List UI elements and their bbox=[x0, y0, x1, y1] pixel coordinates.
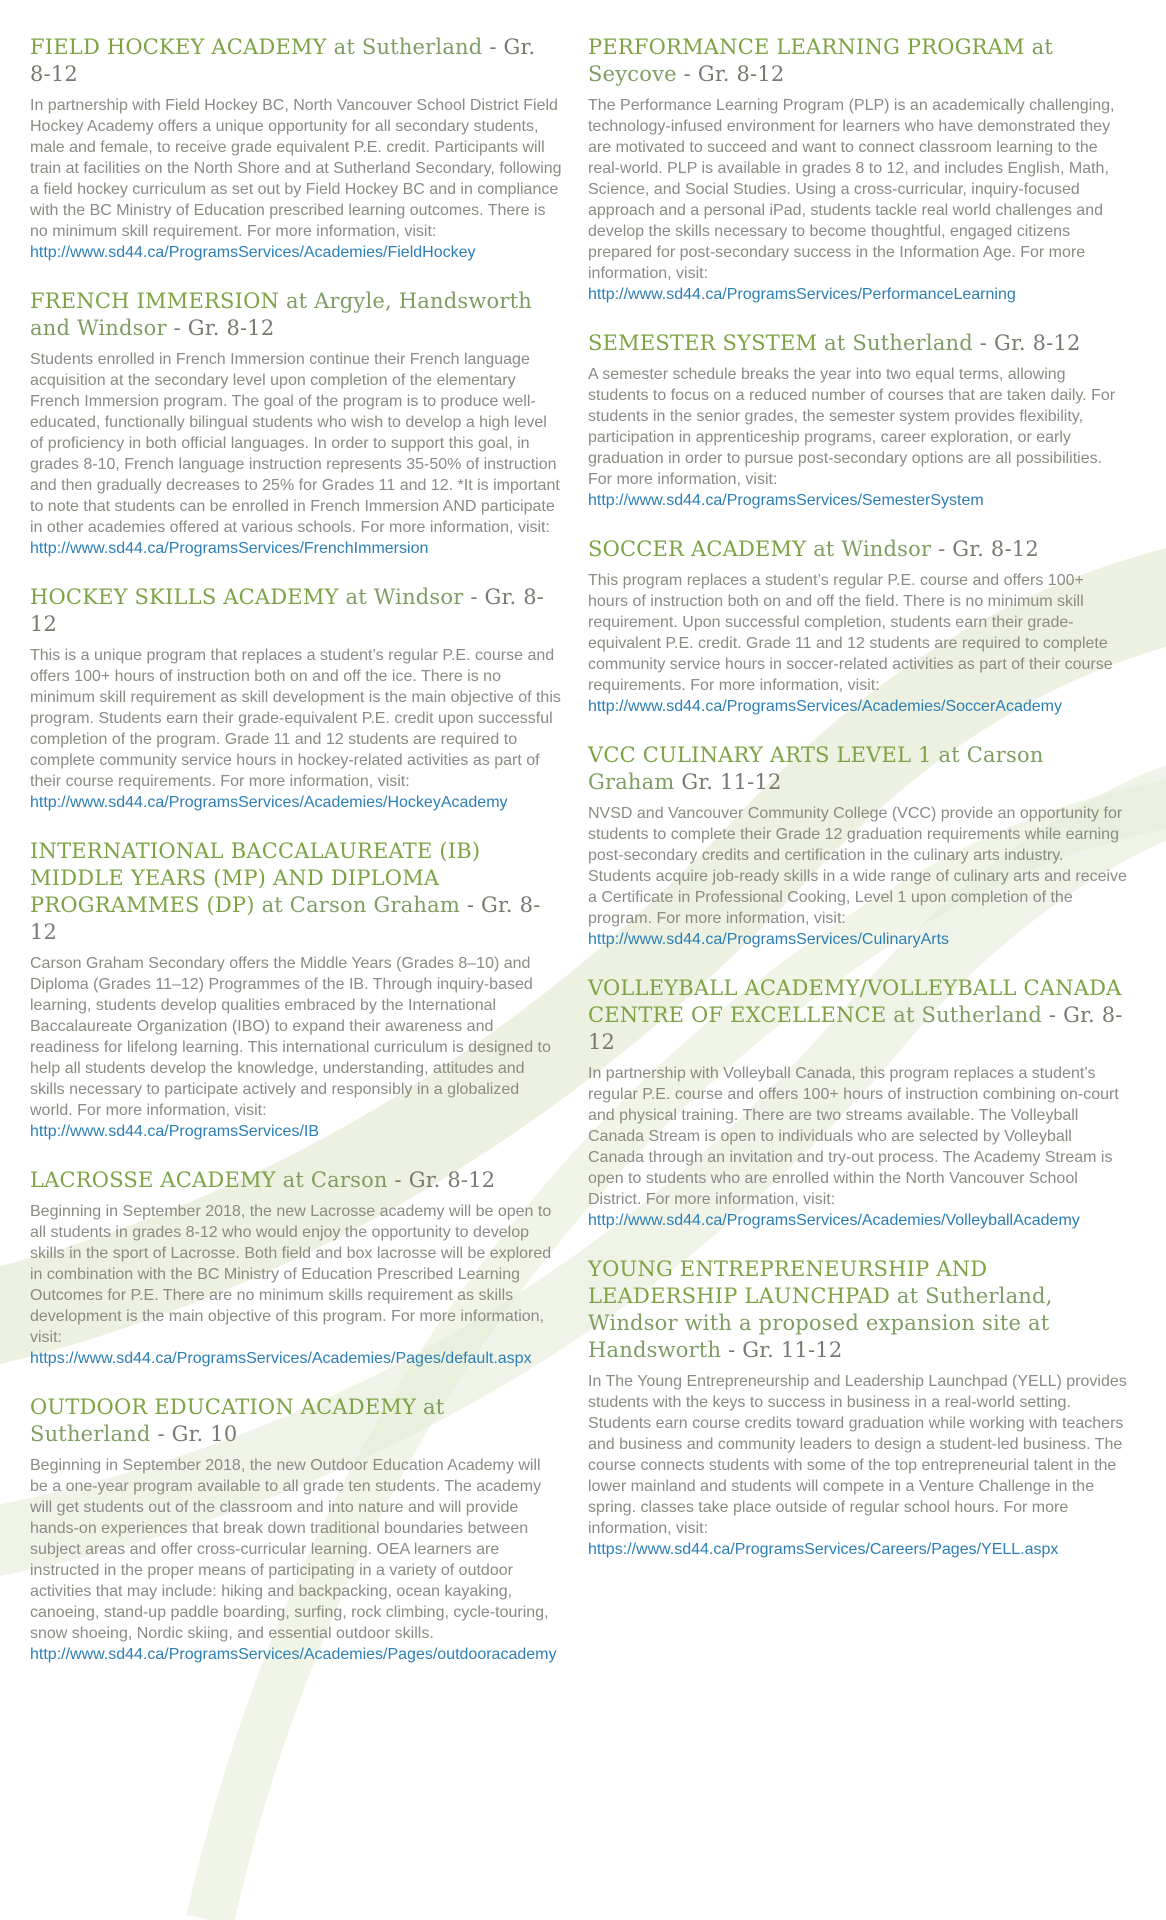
program-description bbox=[588, 95, 1128, 305]
program-title: VCC CULINARY ARTS LEVEL 1 bbox=[588, 743, 932, 767]
program-body-text: The Performance Learning Program (PLP) is an academically challenging, technology-infused environment for learners who have demonstrated they are motivated to succeed and want to connect classroom learning to the real-world. PLP is available in grades 8 to 12, and includes English, Math, Science, and Social Studies. Using a cross-curricular, inquiry-focused approach and a personal iPad, students tackle real world challenges and develop the skills necessary to become thoughtful, engaged citizens prepared for post-secondary success in the Information Age. For more information, visit: bbox=[588, 97, 1115, 282]
program-description bbox=[30, 95, 562, 263]
program-location: at Carson Graham bbox=[261, 893, 460, 917]
program-grade: - Gr. 8-12 bbox=[938, 537, 1039, 561]
program-link[interactable]: http://www.sd44.ca/ProgramsServices/Academies/SoccerAcademy bbox=[588, 698, 1062, 715]
program-body-text: Beginning in September 2018, the new Outdoor Education Academy will be a one-year program available to all grade ten students. The academy will get students out of the classroom and into nature and will provide hands-on experiences that break down traditional boundaries between subject areas and offer cross-curricular learning. OEA learners are instructed in the proper means of participating in a variety of outdoor activities that may include: hiking and backpacking, ocean kayaking, canoeing, stand-up paddle boarding, surfing, rock climbing, cycle-touring, snow shoeing, Nordic skiing, and essential outdoor skills. bbox=[30, 1457, 549, 1642]
program-description bbox=[588, 1063, 1128, 1231]
program-section bbox=[588, 34, 1128, 305]
program-heading bbox=[30, 1167, 562, 1194]
program-link[interactable]: http://www.sd44.ca/ProgramsServices/IB bbox=[30, 1123, 319, 1140]
program-title: YOUNG ENTREPRENEURSHIP AND LEADERSHIP LAUNCHPAD bbox=[588, 1257, 988, 1308]
right-column bbox=[588, 34, 1128, 1690]
program-grade: - Gr. 8-12 bbox=[588, 1003, 1123, 1054]
program-link[interactable]: http://www.sd44.ca/ProgramsServices/SemesterSystem bbox=[588, 492, 984, 509]
program-body-text: This is a unique program that replaces a student’s regular P.E. course and offers 100+ hours of instruction both on and off the ice. There is no minimum skill requirement as skill development is the main objective of this program. Students earn their grade-equivalent P.E. credit upon successful completion of the program. Grade 11 and 12 students are required to complete community service hours in hockey-related activities as part of their course requirements. For more information, visit: bbox=[30, 647, 561, 790]
program-heading bbox=[30, 838, 562, 946]
program-title: SOCCER ACADEMY bbox=[588, 537, 807, 561]
program-title: VOLLEYBALL ACADEMY/VOLLEYBALL CANADA CENTRE OF EXCELLENCE bbox=[588, 976, 1122, 1027]
program-location: at Carson bbox=[282, 1168, 388, 1192]
program-grade: - Gr. 8-12 bbox=[30, 893, 541, 944]
program-heading bbox=[588, 975, 1128, 1056]
program-section bbox=[30, 34, 562, 263]
program-grade: - Gr. 8-12 bbox=[979, 331, 1081, 355]
program-section bbox=[30, 1167, 562, 1369]
program-location: at Sutherland bbox=[30, 1395, 445, 1446]
program-section bbox=[588, 330, 1128, 511]
program-description bbox=[30, 645, 562, 813]
program-body-text: Beginning in September 2018, the new Lacrosse academy will be open to all students in grades 8-12 who would enjoy the opportunity to develop skills in the sport of Lacrosse. Both field and box lacrosse will be explored in combination with the BC Ministry of Education Prescribed Learning Outcomes for P.E. There are no minimum skills requirement as skills development is the main objective of this program. For more information, visit: bbox=[30, 1203, 552, 1346]
program-location: at Sutherland bbox=[333, 35, 483, 59]
program-grade: - Gr. 11-12 bbox=[728, 1338, 843, 1362]
program-section bbox=[588, 975, 1128, 1231]
program-section bbox=[30, 584, 562, 813]
program-description bbox=[30, 953, 562, 1142]
program-grade: - Gr. 8-12 bbox=[173, 316, 275, 340]
program-title: OUTDOOR EDUCATION ACADEMY bbox=[30, 1395, 417, 1419]
program-link[interactable]: http://www.sd44.ca/ProgramsServices/Academies/FieldHockey bbox=[30, 244, 476, 261]
program-heading bbox=[30, 34, 562, 88]
program-link[interactable]: http://www.sd44.ca/ProgramsServices/FrenchImmersion bbox=[30, 540, 429, 557]
program-location: at Windsor bbox=[813, 537, 932, 561]
program-link[interactable]: http://www.sd44.ca/ProgramsServices/Academies/HockeyAcademy bbox=[30, 794, 508, 811]
program-section bbox=[30, 288, 562, 559]
program-location: at Carson Graham bbox=[588, 743, 1044, 794]
program-body-text: A semester schedule breaks the year into two equal terms, allowing students to focus on a reduced number of courses that are taken daily. For students in the senior grades, the semester system provides flexibility, participation in apprenticeship programs, career exploration, or early graduation in order to pursue post-secondary options are all possibilities. For more information, visit: bbox=[588, 366, 1116, 488]
program-grade: - Gr. 8-12 bbox=[394, 1168, 496, 1192]
program-body-text: In partnership with Field Hockey BC, North Vancouver School District Field Hockey Academy offers a unique opportunity for all secondary students, male and female, to receive grade equivalent P.E. credit. Participants will train at facilities on the North Shore and at Sutherland Secondary, following a field hockey curriculum as set out by Field Hockey BC and in compliance with the BC Ministry of Education prescribed learning outcomes. There is no minimum skill requirement. For more information, visit: bbox=[30, 97, 562, 240]
program-section bbox=[588, 536, 1128, 717]
program-location: at Argyle, Handsworth and Windsor bbox=[30, 289, 532, 340]
program-description bbox=[30, 1201, 562, 1369]
program-body-text: NVSD and Vancouver Community College (VCC) provide an opportunity for students to complete their Grade 12 graduation requirements while earning post-secondary credits and certification in the culinary arts industry. Students acquire job-ready skills in a wide range of culinary arts and receive a Certificate in Professional Cooking, Level 1 upon completion of the program. For more information, visit: bbox=[588, 805, 1127, 927]
program-body-text: This program replaces a student’s regular P.E. course and offers 100+ hours of instruction both on and off the field. There is no minimum skill requirement. Upon successful completion, students earn their grade-equivalent P.E. credit. Grade 11 and 12 students are required to complete community service hours in soccer-related activities as part of their course requirements. For more information, visit: bbox=[588, 572, 1113, 694]
program-title: PERFORMANCE LEARNING PROGRAM bbox=[588, 35, 1025, 59]
program-grade: - Gr. 8-12 bbox=[30, 35, 536, 86]
program-heading bbox=[30, 584, 562, 638]
program-description bbox=[588, 1371, 1128, 1560]
program-grade: - Gr. 8-12 bbox=[30, 585, 545, 636]
program-link[interactable]: http://www.sd44.ca/ProgramsServices/CulinaryArts bbox=[588, 931, 950, 948]
program-section bbox=[30, 1394, 562, 1665]
program-title: INTERNATIONAL BACCALAUREATE (IB) MIDDLE YEARS (MP) AND DIPLOMA PROGRAMMES (DP) bbox=[30, 839, 481, 917]
program-title: FRENCH IMMERSION bbox=[30, 289, 280, 313]
program-location: at Windsor bbox=[345, 585, 464, 609]
program-description bbox=[588, 364, 1128, 511]
program-title: LACROSSE ACADEMY bbox=[30, 1168, 276, 1192]
program-description bbox=[588, 570, 1128, 717]
program-location: at Seycove bbox=[588, 35, 1053, 86]
program-heading bbox=[588, 536, 1128, 563]
program-location: at Sutherland, Windsor with a proposed expansion site at Handsworth bbox=[588, 1284, 1053, 1362]
program-description bbox=[588, 803, 1128, 950]
program-link[interactable]: http://www.sd44.ca/ProgramsServices/Academies/VolleyballAcademy bbox=[588, 1212, 1080, 1229]
program-heading bbox=[30, 288, 562, 342]
program-body-text: In partnership with Volleyball Canada, this program replaces a student’s regular P.E. course and offers 100+ hours of instruction combining on-court and physical training. There are two streams available. The Volleyball Canada Stream is open to individuals who are selected by Volleyball Canada through an invitation and try-out process. The Academy Stream is open to students who are enrolled within the North Vancouver School District. For more information, visit: bbox=[588, 1065, 1119, 1208]
program-title: FIELD HOCKEY ACADEMY bbox=[30, 35, 327, 59]
program-title: HOCKEY SKILLS ACADEMY bbox=[30, 585, 339, 609]
program-heading bbox=[588, 34, 1128, 88]
program-link[interactable]: http://www.sd44.ca/ProgramsServices/PerformanceLearning bbox=[588, 286, 1016, 303]
left-column bbox=[30, 34, 562, 1690]
program-body-text: In The Young Entrepreneurship and Leadership Launchpad (YELL) provides students with the keys to success in business in a real-world setting. Students earn course credits toward graduation while working with teachers and business and community leaders to design a student-led business. The course connects students with some of the top entrepreneurial talent in the lower mainland and students will compete in a Venture Challenge in the spring. classes take place outside of regular school hours. For more information, visit: bbox=[588, 1373, 1127, 1537]
program-description bbox=[30, 1455, 562, 1665]
program-body-text: Carson Graham Secondary offers the Middle Years (Grades 8–10) and Diploma (Grades 11–12) Programmes of the IB. Through inquiry-based learning, students develop qualities embraced by the International Baccalaureate Organization (IBO) to expand their awareness and readiness for lifelong learning. This international curriculum is designed to help all students develop the knowledge, understanding, attitudes and skills necessary to participate actively and responsibly in a globalized world. For more information, visit: bbox=[30, 955, 551, 1119]
program-link[interactable]: https://www.sd44.ca/ProgramsServices/Careers/Pages/YELL.aspx bbox=[588, 1541, 1059, 1558]
program-heading bbox=[30, 1394, 562, 1448]
program-body-text: Students enrolled in French Immersion continue their French language acquisition at the secondary level upon completion of the elementary French Immersion program. The goal of the program is to produce well-educated, functionally bilingual students who wish to develop a high level of proficiency in both official languages. In order to support this goal, in grades 8-10, French language instruction represents 35-50% of instruction and then gradually decreases to 25% for Grades 11 and 12. *It is important to note that students can be enrolled in French Immersion AND participate in other academies offered at various schools. For more information, visit: bbox=[30, 351, 560, 536]
program-location: at Sutherland bbox=[893, 1003, 1043, 1027]
program-grade: - Gr. 10 bbox=[157, 1422, 238, 1446]
program-section bbox=[30, 838, 562, 1142]
program-heading bbox=[588, 330, 1128, 357]
program-heading bbox=[588, 742, 1128, 796]
program-location: at Sutherland bbox=[824, 331, 973, 355]
program-section bbox=[588, 742, 1128, 950]
program-grade: Gr. 11-12 bbox=[681, 770, 782, 794]
program-title: SEMESTER SYSTEM bbox=[588, 331, 818, 355]
program-link[interactable]: http://www.sd44.ca/ProgramsServices/Academies/Pages/outdooracademy bbox=[30, 1646, 557, 1663]
program-heading bbox=[588, 1256, 1128, 1364]
program-section bbox=[588, 1256, 1128, 1560]
program-link[interactable]: https://www.sd44.ca/ProgramsServices/Academies/Pages/default.aspx bbox=[30, 1350, 532, 1367]
program-grade: - Gr. 8-12 bbox=[683, 62, 785, 86]
program-description bbox=[30, 349, 562, 559]
